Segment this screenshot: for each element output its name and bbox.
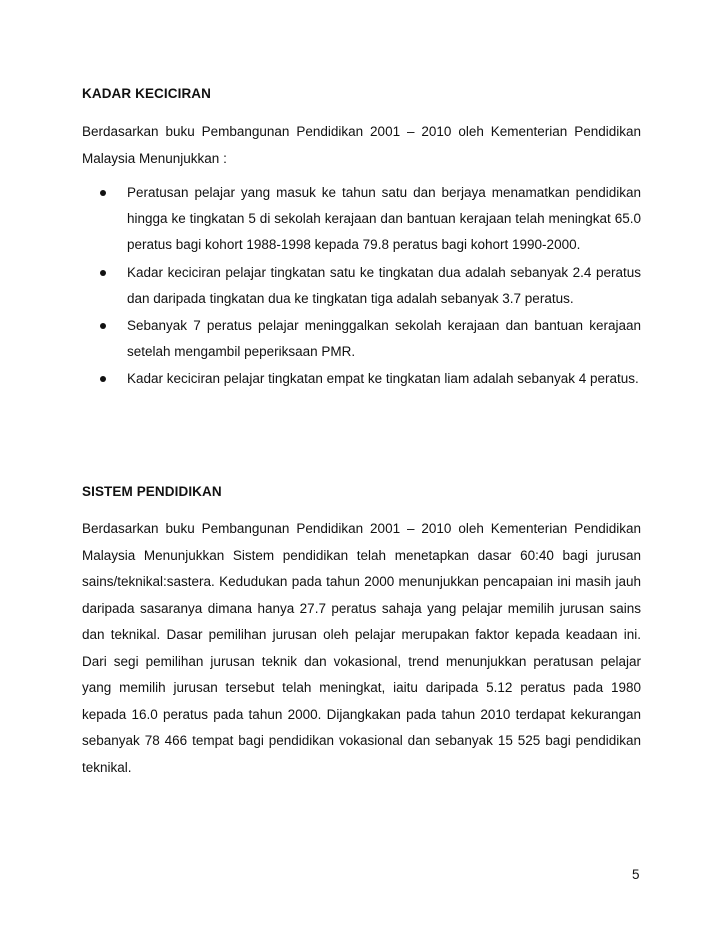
section-intro-paragraph: Berdasarkan buku Pembangunan Pendidikan 2001 – 2010 oleh Kementerian Pendidikan Malaysia Menunjukkan : <box>82 124 641 166</box>
bullet-icon <box>100 376 106 382</box>
section-heading-kadar-keciciran: KADAR KECICIRAN <box>82 86 211 101</box>
bullet-text: Sebanyak 7 peratus pelajar meninggalkan sekolah kerajaan dan bantuan kerajaan setelah mengambil peperiksaan PMR. <box>127 318 641 360</box>
bullet-item-2 <box>82 260 641 312</box>
section-heading-sistem-pendidikan: SISTEM PENDIDIKAN <box>82 484 222 499</box>
bullet-item-3 <box>82 313 641 365</box>
bullet-list <box>82 180 641 394</box>
bullet-item-4 <box>82 366 641 392</box>
page-number: 5 <box>632 867 640 882</box>
bullet-text: Peratusan pelajar yang masuk ke tahun satu dan berjaya menamatkan pendidikan hingga ke tingkatan 5 di sekolah kerajaan dan bantuan kerajaan telah meningkat 65.0 peratus bagi kohort 1988-1998 kepada 79.8 peratus bagi kohort 1990-2000. <box>127 185 641 253</box>
bullet-icon <box>100 190 106 196</box>
bullet-text: Kadar keciciran pelajar tingkatan empat ke tingkatan liam adalah sebanyak 4 peratus. <box>127 371 639 387</box>
bullet-icon <box>100 270 106 276</box>
section-body-paragraph: Berdasarkan buku Pembangunan Pendidikan 2001 – 2010 oleh Kementerian Pendidikan Malaysia Menunjukkan Sistem pendidikan telah menetapkan dasar 60:40 bagi jurusan sains/teknikal:sastera. Kedudukan pada tahun 2000 menunjukkan pencapaian ini masih jauh daripada sasaranya dimana hanya 27.7 peratus sahaja yang pelajar memilih jurusan sains dan teknikal. Dasar pemilihan jurusan oleh pelajar merupakan faktor kepada keadaan ini. Dari segi pemilihan jurusan teknik dan vokasional, trend menunjukkan peratusan pelajar yang memilih jurusan tersebut telah meningkat, iaitu daripada 5.12 peratus pada 1980 kepada 16.0 peratus pada tahun 2000. Dijangkakan pada tahun 2010 terdapat kekurangan sebanyak 78 466 tempat bagi pendidikan vokasional dan sebanyak 15 525 bagi pendidikan teknikal. <box>82 521 641 775</box>
bullet-item-1 <box>82 180 641 259</box>
bullet-icon <box>100 323 106 329</box>
bullet-text: Kadar keciciran pelajar tingkatan satu ke tingkatan dua adalah sebanyak 2.4 peratus dan daripada tingkatan dua ke tingkatan tiga adalah sebanyak 3.7 peratus. <box>127 264 641 306</box>
